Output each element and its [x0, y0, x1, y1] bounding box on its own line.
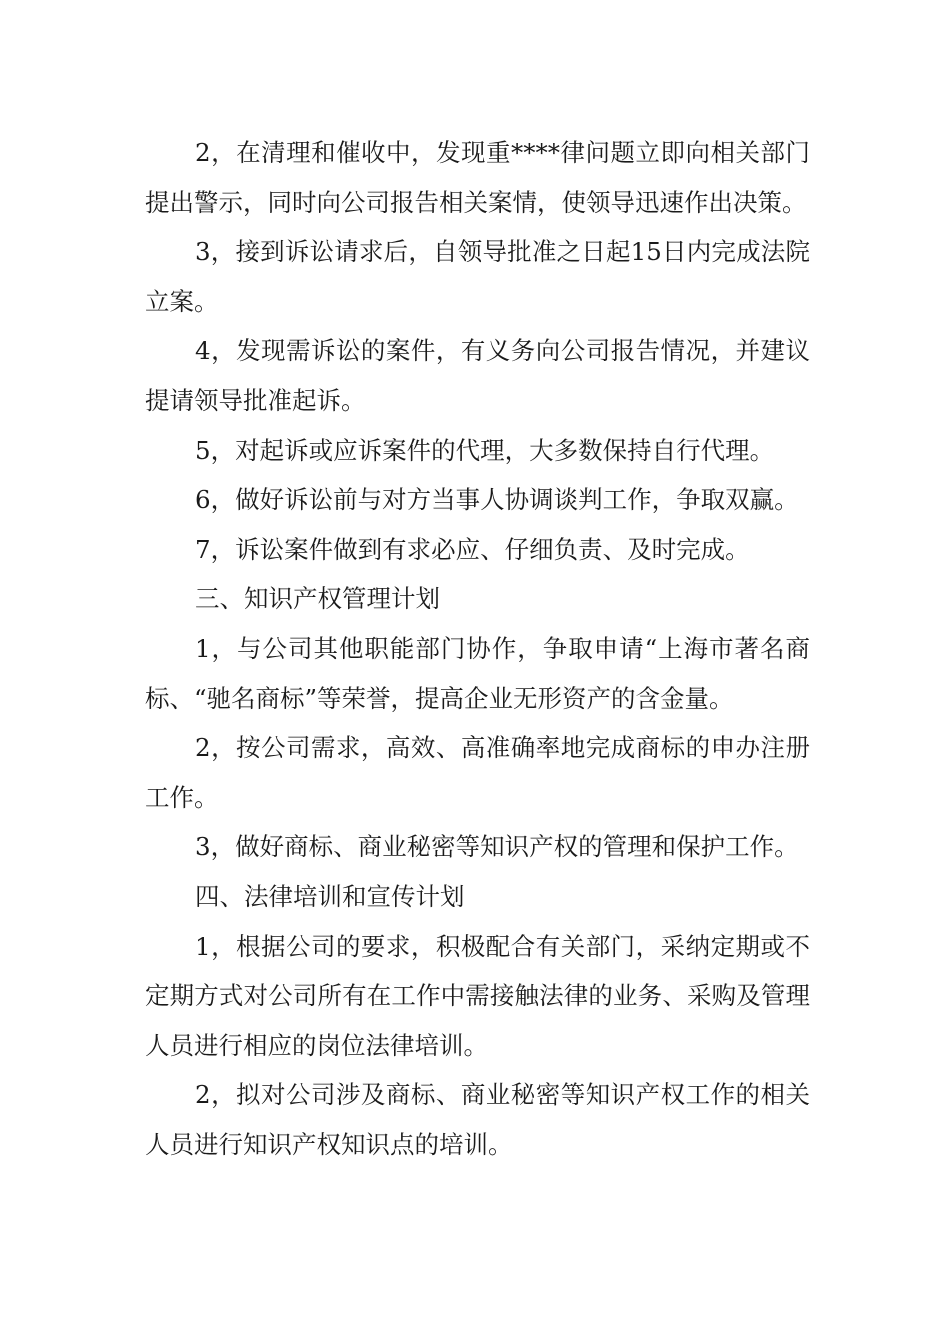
paragraph-litigation-item-5: 5，对起诉或应诉案件的代理，大多数保持自行代理。	[195, 435, 775, 465]
paragraph-litigation-item-2: 2，在清理和催收中，发现重****律问题立即向相关部门提出警示，同时向公司报告相关案情，使领导迅速作出决策。	[145, 138, 810, 217]
paragraph-litigation-item-4: 4，发现需诉讼的案件，有义务向公司报告情况，并建议提请领导批准起诉。	[145, 336, 810, 415]
paragraph-litigation-item-3: 3，接到诉讼请求后，自领导批准之日起15日内完成法院立案。	[145, 237, 810, 316]
paragraph-training-item-2: 2，拟对公司涉及商标、商业秘密等知识产权工作的相关人员进行知识产权知识点的培训。	[145, 1080, 810, 1159]
paragraph-ip-item-1: 1，与公司其他职能部门协作，争取申请“上海市著名商标、“驰名商标”等荣誉，提高企业无形资产的含金量。	[145, 633, 810, 713]
paragraph-ip-item-3: 3，做好商标、商业秘密等知识产权的管理和保护工作。	[195, 832, 799, 862]
document-page	[145, 128, 810, 1169]
section-heading-legal-training: 四、法律培训和宣传计划	[195, 881, 465, 911]
paragraph-litigation-item-7: 7，诉讼案件做到有求必应、仔细负责、及时完成。	[195, 534, 750, 564]
section-heading-ip-management: 三、知识产权管理计划	[195, 584, 440, 614]
paragraph-training-item-1: 1，根据公司的要求，积极配合有关部门，采纳定期或不定期方式对公司所有在工作中需接触法律的业务、采购及管理人员进行相应的岗位法律培训。	[145, 931, 810, 1060]
paragraph-ip-item-2: 2，按公司需求，高效、高准确率地完成商标的申办注册工作。	[145, 733, 810, 812]
paragraph-litigation-item-6: 6，做好诉讼前与对方当事人协调谈判工作，争取双赢。	[195, 485, 799, 515]
